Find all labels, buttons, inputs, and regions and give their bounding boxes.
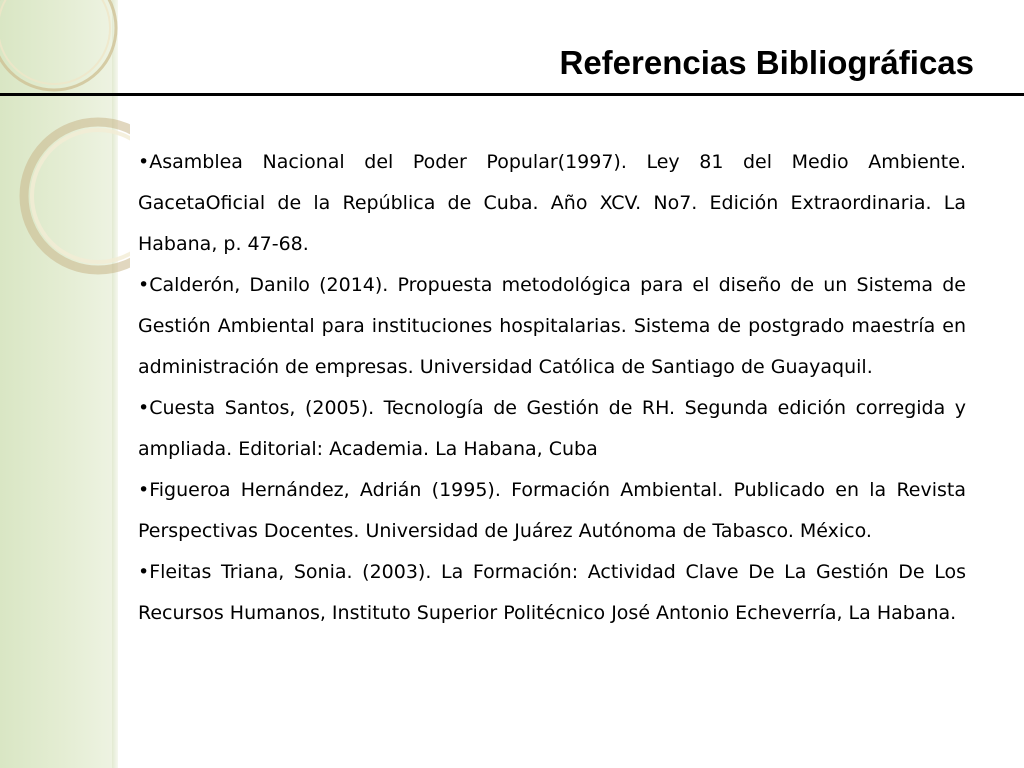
reference-item: •Cuesta Santos, (2005). Tecnología de Gestión de RH. Segunda edición corregida y ampliada. Editorial: Academia. La Habana, Cuba — [138, 397, 966, 460]
slide-title: Referencias Bibliográficas — [559, 44, 974, 81]
reference-item: •Figueroa Hernández, Adrián (1995). Formación Ambiental. Publicado en la Revista Perspectivas Docentes. Universidad de Juárez Autónoma de Tabasco. México. — [138, 479, 966, 542]
decorative-ring-top-inner — [0, 0, 110, 84]
decorative-ring-bottom-highlight — [32, 130, 130, 262]
reference-item: •Fleitas Triana, Sonia. (2003). La Formación: Actividad Clave De La Gestión De Los Recursos Humanos, Instituto Superior Politécnico José Antonio Echeverría, La Habana. — [138, 561, 966, 624]
title-area — [560, 44, 975, 82]
decorative-ring-bottom — [24, 122, 130, 270]
reference-item: •Asamblea Nacional del Poder Popular(1997). Ley 81 del Medio Ambiente. GacetaOficial de la República de Cuba. Año XCV. No7. Edición Extraordinaria. La Habana, p. 47-68. — [138, 151, 966, 255]
reference-item: •Calderón, Danilo (2014). Propuesta metodológica para el diseño de un Sistema de Gestión Ambiental para instituciones hospitalarias. Sistema de postgrado maestría en administración de empresas. Universidad Católica de Santiago de Guayaquil. — [138, 274, 966, 378]
title-underline — [0, 93, 1024, 96]
decorative-rings — [0, 0, 130, 330]
reference-list — [138, 142, 966, 634]
decorative-ring-top — [0, 0, 116, 90]
